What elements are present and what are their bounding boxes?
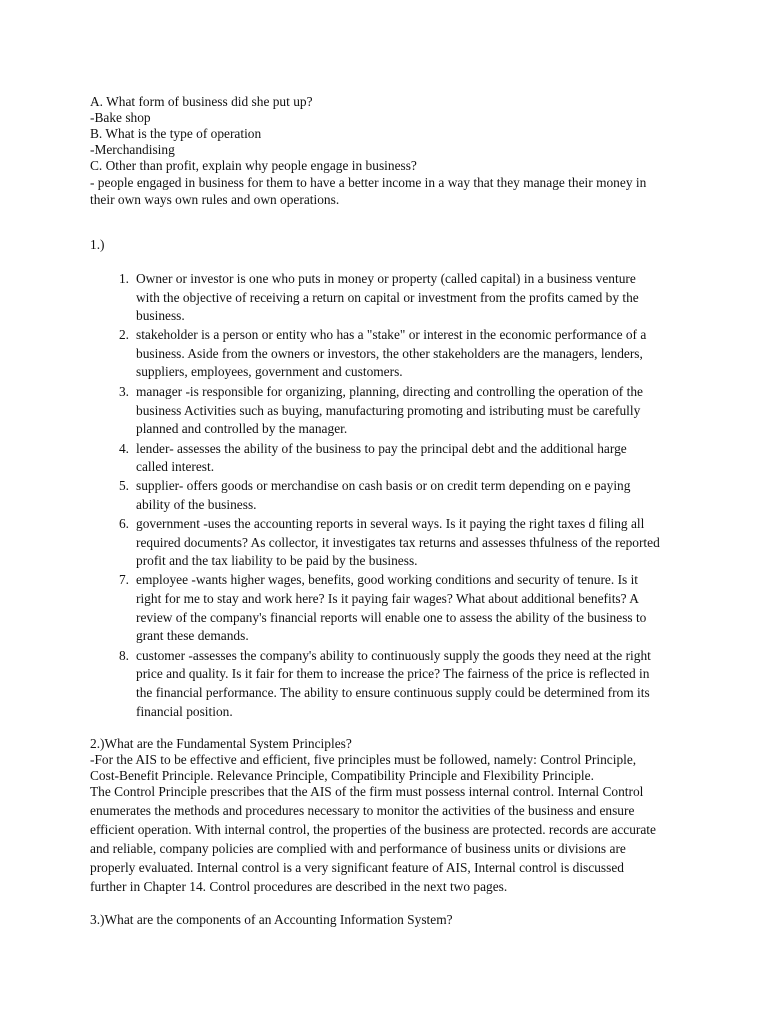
section1-heading: 1.) [90, 237, 105, 252]
list-item-line: supplier- offers goods or merchandise on cash basis or on credit term depending on e paying [136, 478, 631, 493]
list-item-line: business. [136, 308, 185, 323]
list-item-line: planned and controlled by the manager. [136, 421, 348, 436]
list-item-line: suppliers, employees, government and customers. [136, 364, 403, 379]
list-item-number: 6. [118, 516, 129, 531]
list-item-number: 7. [118, 572, 129, 587]
list-item-line: the financial performance. The ability to ensure continuous supply could be determined from its [136, 685, 650, 700]
list-item-line: review of the company's financial reports will enable one to assess the ability of the business to [136, 610, 647, 625]
list-item-line: called interest. [136, 459, 215, 474]
list-item-number: 8. [118, 648, 129, 663]
section2-line: further in Chapter 14. Control procedures are described in the next two pages. [90, 879, 508, 894]
list-item-line: employee -wants higher wages, benefits, good working conditions and security of tenure. Is it [136, 572, 639, 587]
answer-c-line: - people engaged in business for them to have a better income in a way that they manage their money in [90, 175, 647, 190]
list-item-line: customer -assesses the company's ability to continuously supply the goods they need at the right [136, 648, 651, 663]
question-c: C. Other than profit, explain why people engage in business? [90, 158, 417, 173]
list-item-line: business Activities such as buying, manufacturing promoting and istributing must be carefully [136, 403, 641, 418]
list-item-line: price and quality. Is it fair for them to increase the price? The fairness of the price is reflected in [136, 666, 650, 681]
list-item-line: manager -is responsible for organizing, planning, directing and controlling the operation of the [136, 384, 643, 399]
list-item-line: profit and the tax liability to be paid by the business. [136, 553, 418, 568]
list-item-line: grant these demands. [136, 628, 249, 643]
list-item-number: 4. [118, 441, 129, 456]
section2-line: enumerates the methods and procedures necessary to monitor the activities of the business and ensure [90, 803, 635, 818]
list-item-number: 2. [118, 327, 129, 342]
list-item-line: with the objective of receiving a return on capital or investment from the profits camed by the [136, 290, 639, 305]
list-item-line: financial position. [136, 704, 233, 719]
section2-line: and reliable, company policies are complied with and performance of business units or divisions are [90, 841, 626, 856]
question-a: A. What form of business did she put up? [90, 94, 313, 109]
section2-line: Cost-Benefit Principle. Relevance Principle, Compatibility Principle and Flexibility Principle. [90, 768, 594, 783]
list-item-number: 5. [118, 478, 129, 493]
list-item-line: stakeholder is a person or entity who has a "stake" or interest in the economic performance of a [136, 327, 647, 342]
section2-line: efficient operation. With internal control, the properties of the business are protected. records are accurate [90, 822, 656, 837]
list-item-line: right for me to stay and work here? Is it paying fair wages? What about additional benefits? A [136, 591, 639, 606]
answer-b: -Merchandising [90, 142, 175, 157]
answer-c-line: their own ways own rules and own operations. [90, 192, 340, 207]
section2-heading: 2.)What are the Fundamental System Principles? [90, 736, 352, 751]
section2-line: The Control Principle prescribes that the AIS of the firm must possess internal control. Internal Control [90, 784, 644, 799]
section2-line: -For the AIS to be effective and efficient, five principles must be followed, namely: Control Principle, [90, 752, 637, 767]
list-item-number: 1. [118, 271, 129, 286]
question-b: B. What is the type of operation [90, 126, 262, 141]
list-item-line: lender- assesses the ability of the business to pay the principal debt and the additional harge [136, 441, 627, 456]
list-item-line: Owner or investor is one who puts in money or property (called capital) in a business venture [136, 271, 636, 286]
section2-line: properly evaluated. Internal control is a very significant feature of AIS, Internal control is discussed [90, 860, 624, 875]
answer-a: -Bake shop [90, 110, 151, 125]
list-item-line: government -uses the accounting reports in several ways. Is it paying the right taxes d filing all [136, 516, 645, 531]
section3-heading: 3.)What are the components of an Accounting Information System? [90, 912, 453, 927]
list-item-line: business. Aside from the owners or investors, the other stakeholders are the managers, lenders, [136, 346, 643, 361]
list-item-line: required documents? As collector, it investigates tax returns and assesses thfulness of the reported [136, 535, 660, 550]
list-item-line: ability of the business. [136, 497, 257, 512]
list-item-number: 3. [118, 384, 129, 399]
